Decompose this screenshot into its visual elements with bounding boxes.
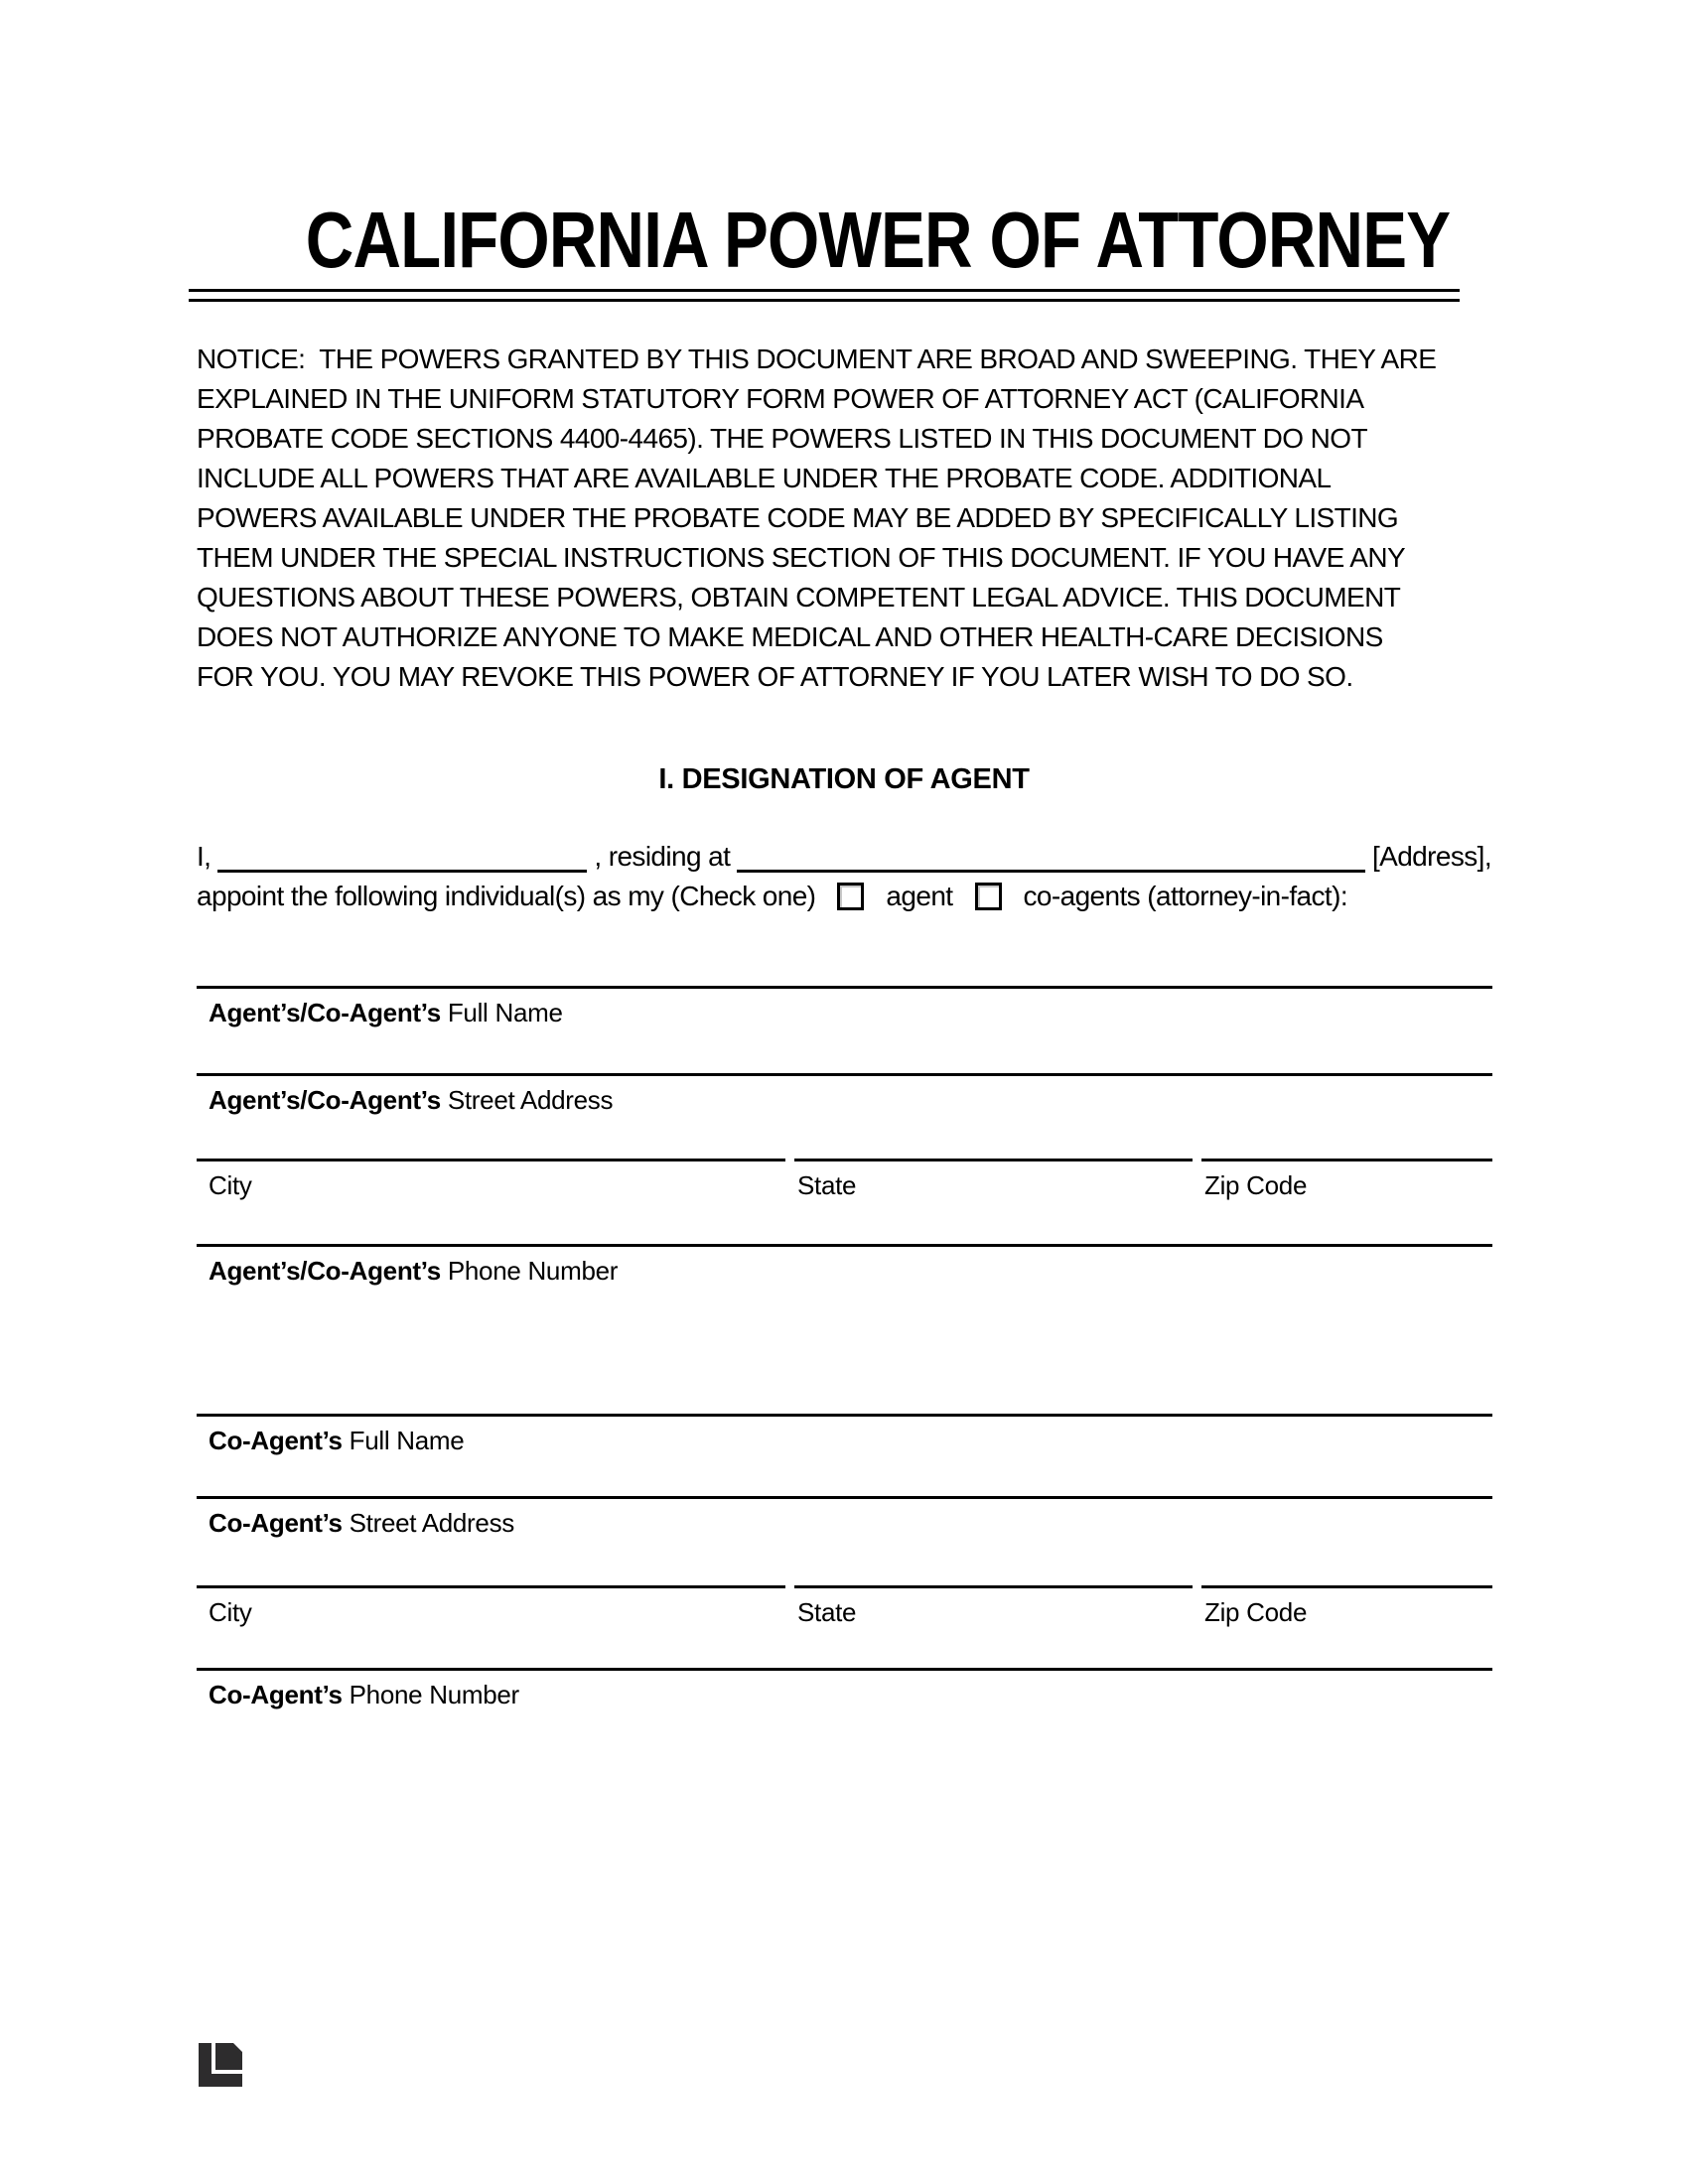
field-label: State bbox=[797, 1597, 857, 1627]
coagents-checkbox-label: co-agents (attorney-in-fact): bbox=[1023, 881, 1348, 911]
principal-name-blank[interactable] bbox=[217, 870, 587, 873]
appoint-statement-line bbox=[197, 877, 1491, 916]
field-coagent-full-name[interactable] bbox=[197, 1414, 1492, 1456]
field-label-bold: Co-Agent’s bbox=[209, 1426, 343, 1455]
field-coagent-zip[interactable] bbox=[1201, 1585, 1492, 1628]
notice-line: DOES NOT AUTHORIZE ANYONE TO MAKE MEDICAL AND OTHER HEALTH-CARE DECISIONS bbox=[197, 621, 1383, 652]
field-coagent-street-address[interactable] bbox=[197, 1496, 1492, 1539]
principal-prefix-text: I, bbox=[197, 841, 211, 872]
notice-line: INCLUDE ALL POWERS THAT ARE AVAILABLE UNDER THE PROBATE CODE. ADDITIONAL bbox=[197, 463, 1332, 493]
notice-line: THEM UNDER THE SPECIAL INSTRUCTIONS SECTION OF THIS DOCUMENT. IF YOU HAVE ANY bbox=[197, 542, 1406, 573]
field-label-rest: Phone Number bbox=[447, 1256, 619, 1286]
legal-templates-logo bbox=[199, 2043, 242, 2087]
notice-line: EXPLAINED IN THE UNIFORM STATUTORY FORM POWER OF ATTORNEY ACT (CALIFORNIA bbox=[197, 383, 1364, 414]
field-label bbox=[197, 1417, 1492, 1456]
notice-line: QUESTIONS ABOUT THESE POWERS, OBTAIN COMPETENT LEGAL ADVICE. THIS DOCUMENT bbox=[197, 582, 1401, 613]
notice-line: FOR YOU. YOU MAY REVOKE THIS POWER OF ATTORNEY IF YOU LATER WISH TO DO SO. bbox=[197, 661, 1353, 692]
residing-at-text: , residing at bbox=[594, 841, 731, 872]
section-heading-designation-of-agent: I. DESIGNATION OF AGENT bbox=[658, 763, 1030, 795]
principal-address-blank[interactable] bbox=[737, 870, 1365, 873]
field-label-bold: Agent’s/Co-Agent’s bbox=[209, 1256, 441, 1286]
field-label-bold: Agent’s/Co-Agent’s bbox=[209, 1085, 441, 1115]
field-label bbox=[197, 1247, 1492, 1287]
notice-line: NOTICE: THE POWERS GRANTED BY THIS DOCUMENT ARE BROAD AND SWEEPING. THEY ARE bbox=[197, 343, 1437, 374]
field-label: Zip Code bbox=[1204, 1170, 1308, 1200]
field-label: Zip Code bbox=[1204, 1597, 1308, 1627]
field-coagent-city[interactable] bbox=[197, 1585, 785, 1628]
appoint-text: appoint the following individual(s) as my (Check one) bbox=[197, 881, 816, 911]
field-label-rest: Phone Number bbox=[349, 1680, 519, 1709]
field-label bbox=[197, 989, 1492, 1028]
field-label-rest: Full Name bbox=[447, 998, 563, 1027]
field-agent-zip[interactable] bbox=[1201, 1159, 1492, 1201]
agent-checkbox-label: agent bbox=[886, 881, 953, 911]
field-label: State bbox=[797, 1170, 857, 1200]
principal-statement-line bbox=[197, 837, 1491, 877]
address-tag-text: [Address], bbox=[1371, 841, 1491, 872]
logo-document-shape bbox=[215, 2043, 242, 2070]
notice-line: POWERS AVAILABLE UNDER THE PROBATE CODE MAY BE ADDED BY SPECIFICALLY LISTING bbox=[197, 502, 1399, 533]
title-double-rule bbox=[189, 289, 1460, 302]
field-label: City bbox=[209, 1597, 252, 1627]
field-label-rest: Street Address bbox=[447, 1085, 614, 1115]
coagents-checkbox[interactable] bbox=[975, 883, 1002, 910]
field-agent-full-name[interactable] bbox=[197, 986, 1492, 1028]
field-label-bold: Co-Agent’s bbox=[209, 1680, 343, 1709]
document-title: CALIFORNIA POWER OF ATTORNEY bbox=[305, 196, 1451, 284]
field-coagent-phone[interactable] bbox=[197, 1668, 1492, 1710]
field-label-bold: Co-Agent’s bbox=[209, 1508, 343, 1538]
field-agent-city[interactable] bbox=[197, 1159, 785, 1201]
field-label-rest: Full Name bbox=[349, 1426, 465, 1455]
field-label-bold: Agent’s/Co-Agent’s bbox=[209, 998, 441, 1027]
field-agent-city-state-zip bbox=[197, 1159, 1492, 1201]
field-agent-street-address[interactable] bbox=[197, 1073, 1492, 1116]
field-label: City bbox=[209, 1170, 252, 1200]
field-label bbox=[197, 1076, 1492, 1116]
field-agent-state[interactable] bbox=[794, 1159, 1193, 1201]
field-label bbox=[197, 1499, 1492, 1539]
notice-line: PROBATE CODE SECTIONS 4400-4465). THE POWERS LISTED IN THIS DOCUMENT DO NOT bbox=[197, 423, 1367, 454]
field-coagent-state[interactable] bbox=[794, 1585, 1193, 1628]
field-coagent-city-state-zip bbox=[197, 1585, 1492, 1628]
field-agent-phone[interactable] bbox=[197, 1244, 1492, 1287]
field-label bbox=[197, 1671, 1492, 1710]
notice-paragraph bbox=[197, 340, 1491, 697]
field-label-rest: Street Address bbox=[349, 1508, 514, 1538]
agent-checkbox[interactable] bbox=[837, 883, 864, 910]
